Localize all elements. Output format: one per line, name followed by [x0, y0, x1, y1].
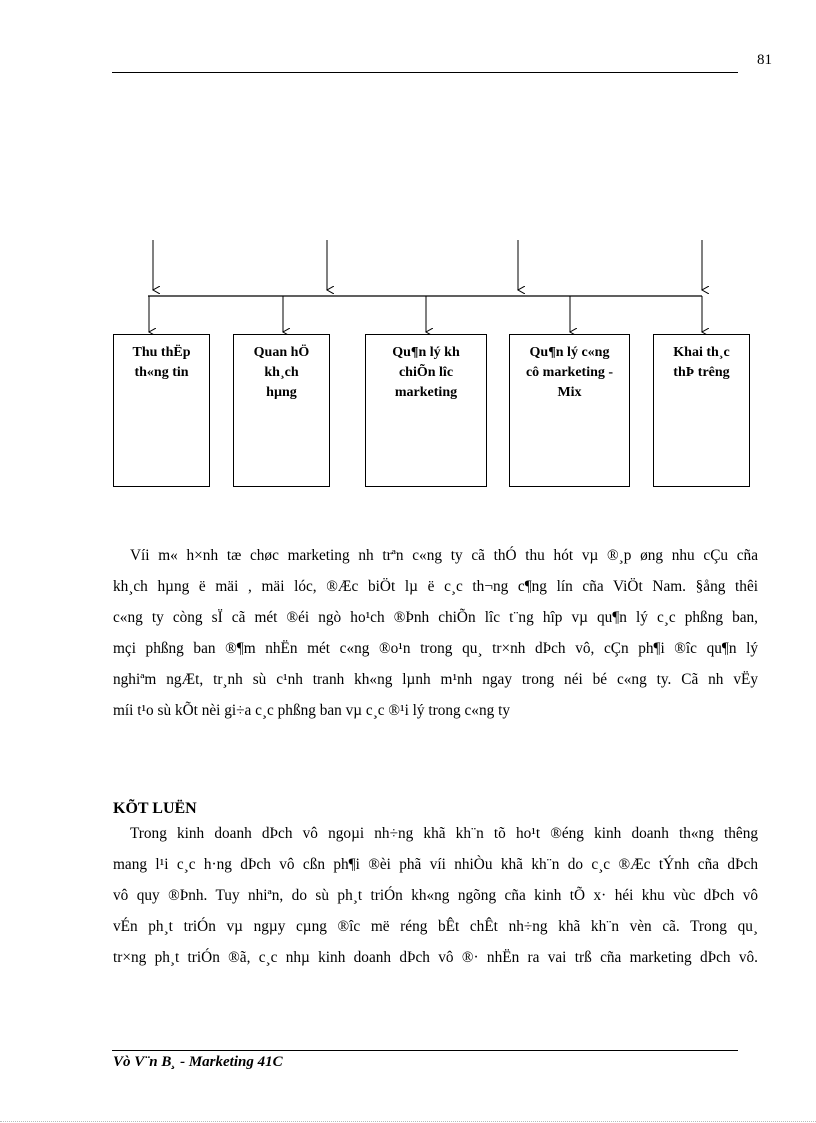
paragraph-2-line: tr×ng ph¸t triÓn ®ã, c¸c nhµ kinh doanh dÞch vô ®· nhËn ra vai trß cña marketing dÞch vô.	[113, 949, 758, 966]
diagram-box-information-gathering: Thu thËp th«ng tin	[113, 334, 210, 487]
paragraph-2-line: vÉn ph¸t triÓn vµ ngµy cµng ®îc më réng bÊt chÊt nh÷ng khã kh¨n vèn cã. Trong qu¸	[113, 918, 758, 935]
paragraph-1-line: kh¸ch hµng ë mäi , mäi lóc, ®Æc biÖt lµ ë c¸c th¬ng c¶ng lín cña ViÖt Nam. §ång thêi	[113, 578, 758, 595]
diagram-box-market-development: Khai th¸c thÞ trêng	[653, 334, 750, 487]
section-title-conclusion: KÕT LUËN	[113, 800, 197, 817]
paragraph-1-line: míi t¹o sù kÕt nèi gi÷a c¸c phßng ban vµ c¸c ®¹i lý trong c«ng ty	[113, 702, 510, 719]
paragraph-1-line: Víi m« h×nh tæ chøc marketing nh trªn c«ng ty cã thÓ thu hót vµ ®¸p øng nhu cÇu cña	[130, 547, 758, 564]
diagram-box-marketing-strategy: Qu¶n lý kh chiÕn lîc marketing	[365, 334, 487, 487]
paragraph-1	[113, 540, 758, 726]
footer-author: Vò V¨n B¸ - Marketing 41C	[113, 1054, 283, 1070]
diagram-box-customer-relations: Quan hÖ kh¸ch hµng	[233, 334, 330, 487]
paragraph-1-line: c«ng ty còng sÏ cã mét ®éi ngò ho¹ch ®Þnh chiÕn lîc t¨ng hîp vµ qu¶n lý c¸c phßng ban,	[113, 609, 758, 626]
page-number: 81	[757, 52, 772, 68]
diagram-box-marketing-mix: Qu¶n lý c«ng cô marketing - Mix	[509, 334, 630, 487]
page-bottom-border	[0, 1121, 816, 1122]
paragraph-2-line: mang l¹i c¸c h·ng dÞch vô cßn ph¶i ®èi phã víi nhiÒu khã kh¨n do c¸c ®Æc tÝnh cña dÞch	[113, 856, 758, 873]
paragraph-2-line: vô quy ®Þnh. Tuy nhiªn, do sù ph¸t triÓn kh«ng ngõng cña kinh tÕ x· héi khu vùc dÞch vô	[113, 887, 758, 904]
footer-rule	[112, 1050, 738, 1051]
paragraph-2	[113, 818, 758, 973]
paragraph-1-line: nghiªm ngÆt, tr¸nh sù c¹nh tranh kh«ng lµnh m¹nh ngay trong néi bé c«ng ty. Cã nh vËy	[113, 671, 758, 688]
paragraph-1-line: mçi phßng ban ®¶m nhËn mét c«ng ®o¹n trong qu¸ tr×nh dÞch vô, cÇn ph¶i ®îc qu¶n lý	[113, 640, 758, 657]
paragraph-2-line: Trong kinh doanh dÞch vô ngoµi nh÷ng khã kh¨n tõ ho¹t ®éng kinh doanh th«ng thêng	[130, 825, 758, 842]
